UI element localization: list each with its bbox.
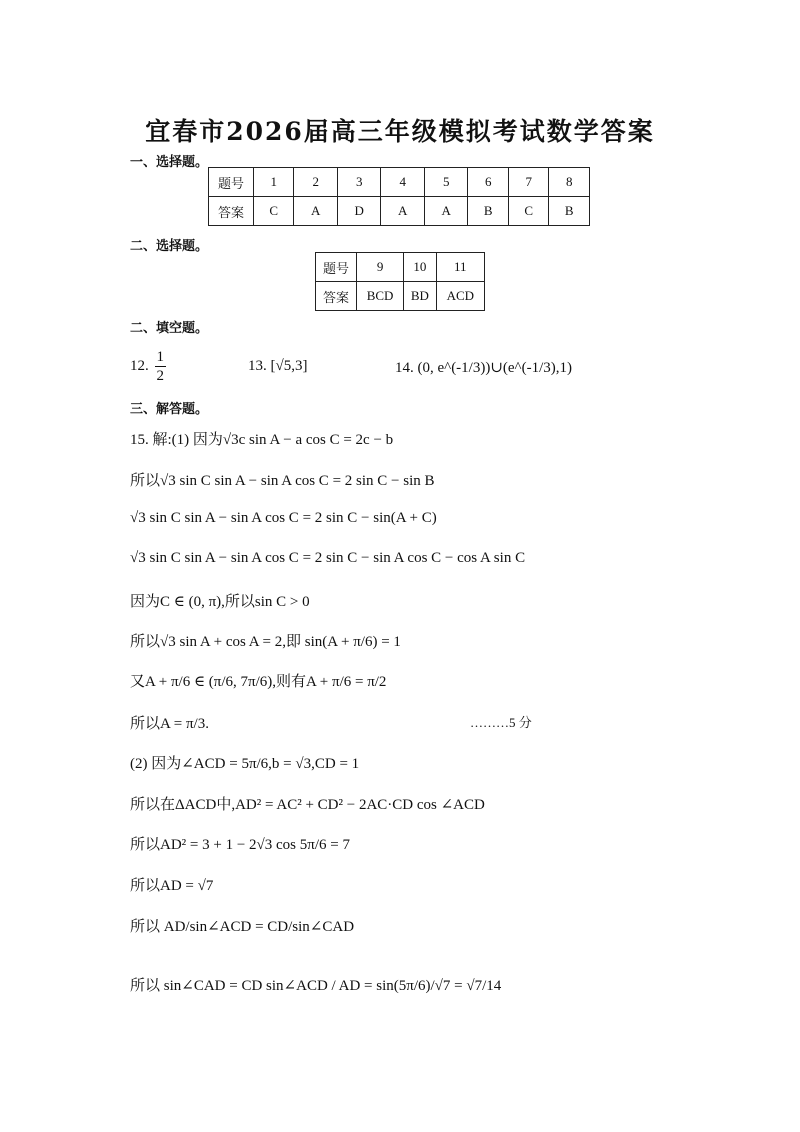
solution-line: (2) 因为∠ACD = 5π/6,b = √3,CD = 1	[130, 756, 360, 772]
q13-label: 13.	[248, 358, 267, 374]
table-cell: 8	[549, 168, 590, 197]
answer-table-2	[315, 252, 485, 311]
table-cell: A	[424, 197, 468, 226]
table-cell: B	[549, 197, 590, 226]
solution-line: 所以√3 sin C sin A − sin A cos C = 2 sin C − sin B	[130, 473, 435, 489]
table-cell: 3	[337, 168, 381, 197]
table-cell: C	[508, 197, 548, 226]
table-cell: 2	[294, 168, 338, 197]
solution-line: √3 sin C sin A − sin A cos C = 2 sin C − sin(A + C)	[130, 510, 437, 526]
solution-line: 所以AD² = 3 + 1 − 2√3 cos 5π/6 = 7	[130, 837, 350, 853]
q12-fraction	[155, 348, 167, 385]
section-heading-multi-choice: 二、选择题。	[130, 239, 209, 254]
score-note: ………5 分	[470, 715, 532, 730]
table-row	[209, 168, 590, 197]
solution-line: 所以 AD/sin∠ACD = CD/sin∠CAD	[130, 919, 355, 935]
q14-label: 14.	[395, 360, 414, 376]
table-cell: A	[294, 197, 338, 226]
answer-14	[395, 358, 572, 377]
table-cell: BD	[404, 282, 436, 311]
answer-12	[130, 348, 168, 385]
table-cell: BCD	[357, 282, 404, 311]
solution-line: 所以√3 sin A + cos A = 2,即 sin(A + π/6) = 1	[130, 634, 401, 650]
table-cell: ACD	[436, 282, 484, 311]
table-header-cell: 答案	[316, 282, 357, 311]
table-cell: A	[381, 197, 425, 226]
q13-answer: [√5,3]	[270, 358, 308, 374]
table-cell: 4	[381, 168, 425, 197]
solution-line: 所以A = π/3.	[130, 716, 209, 732]
solution-line: √3 sin C sin A − sin A cos C = 2 sin C − sin A cos C − cos A sin C	[130, 550, 526, 566]
table-header-cell: 答案	[209, 197, 254, 226]
section-heading-fill: 二、填空题。	[130, 321, 209, 336]
table-cell: 5	[424, 168, 468, 197]
solution-line: 15. 解:(1) 因为√3c sin A − a cos C = 2c − b	[130, 432, 394, 448]
solution-line: 所以AD = √7	[130, 878, 214, 894]
table-row	[316, 253, 485, 282]
q14-answer: (0, e^(-1/3))∪(e^(-1/3),1)	[417, 360, 572, 376]
table-cell: B	[468, 197, 508, 226]
solution-line: 因为C ∈ (0, π),所以sin C > 0	[130, 594, 310, 610]
section-heading-solution: 三、解答题。	[130, 402, 209, 417]
section-heading-choice: 一、选择题。	[130, 155, 209, 170]
q12-label: 12.	[130, 357, 149, 374]
table-cell: 10	[404, 253, 436, 282]
table-cell: 11	[436, 253, 484, 282]
document-title: 宜春市2026届高三年级模拟考试数学答案	[145, 117, 655, 146]
answer-table-1	[208, 167, 590, 226]
table-header-cell: 题号	[209, 168, 254, 197]
table-row	[209, 197, 590, 226]
solution-line: 所以 sin∠CAD = CD sin∠ACD / AD = sin(5π/6)/√7 = √7/14	[130, 978, 502, 994]
table-row	[316, 282, 485, 311]
q12-numerator: 1	[156, 349, 164, 365]
table-cell: 1	[254, 168, 294, 197]
table-header-cell: 题号	[316, 253, 357, 282]
solution-line: 又A + π/6 ∈ (π/6, 7π/6),则有A + π/6 = π/2	[130, 674, 387, 690]
table-cell: 9	[357, 253, 404, 282]
q12-denominator: 2	[156, 368, 164, 384]
table-cell: 6	[468, 168, 508, 197]
answer-13	[248, 358, 307, 375]
table-cell: 7	[508, 168, 548, 197]
solution-line: 所以在ΔACD中,AD² = AC² + CD² − 2AC·CD cos ∠ACD	[130, 797, 485, 813]
table-cell: D	[337, 197, 381, 226]
table-cell: C	[254, 197, 294, 226]
